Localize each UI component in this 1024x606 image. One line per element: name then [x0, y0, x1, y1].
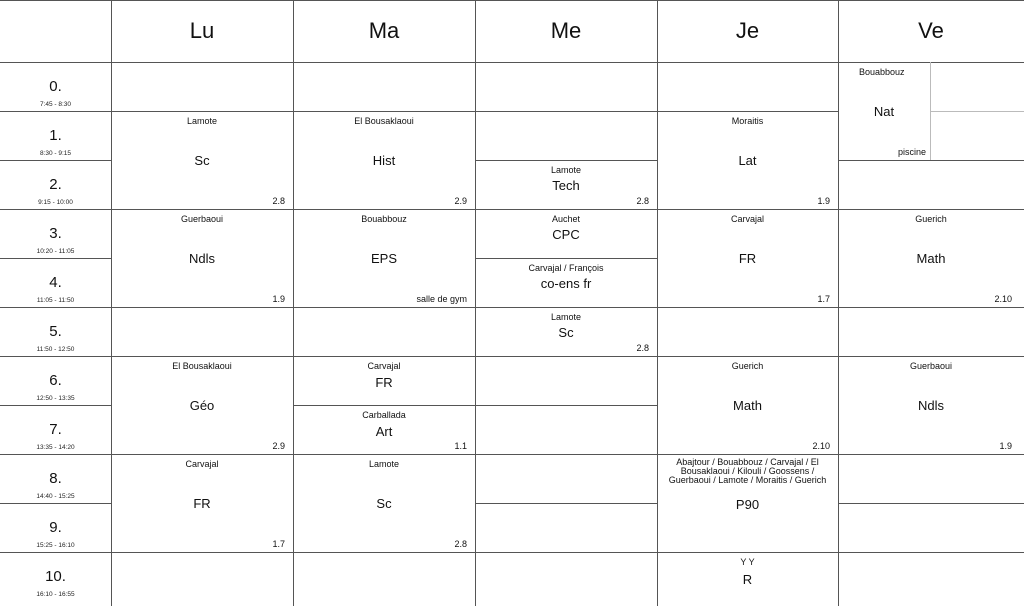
- period-number: 9.: [49, 519, 62, 536]
- day-header-lu: Lu: [189, 18, 215, 43]
- grid-line: [475, 0, 476, 606]
- period-8: [0, 454, 111, 503]
- lesson-subject: FR: [738, 251, 757, 266]
- lesson-room: 2.8: [636, 196, 649, 206]
- grid-line: [657, 209, 838, 210]
- grid-line: [657, 552, 838, 553]
- grid-line: [657, 111, 838, 112]
- lesson-room: 1.7: [817, 294, 830, 304]
- lesson-subject: Ndls: [917, 398, 944, 413]
- grid-line: [0, 503, 111, 504]
- lesson-ve-nat[interactable]: [838, 62, 930, 160]
- period-7: [0, 405, 111, 454]
- lesson-ma-eps[interactable]: [293, 209, 475, 307]
- period-number: 3.: [49, 225, 62, 242]
- period-0: [0, 62, 111, 111]
- grid-line: [111, 356, 293, 357]
- lesson-room: 2.9: [454, 196, 467, 206]
- lesson-subject: Nat: [873, 104, 895, 119]
- lesson-room: piscine: [897, 147, 926, 157]
- lesson-subject: Art: [375, 424, 393, 439]
- period-number: 0.: [49, 78, 62, 95]
- grid-line: [475, 454, 657, 455]
- grid-line: [0, 405, 111, 406]
- lesson-teacher: Moraitis: [731, 116, 764, 126]
- lesson-ve-ndls[interactable]: [838, 356, 1024, 454]
- grid-line: [475, 258, 657, 259]
- period-number: 5.: [49, 323, 62, 340]
- grid-line: [838, 454, 1024, 455]
- lesson-teacher: Carballada: [362, 410, 406, 420]
- grid-line: [838, 209, 1024, 210]
- lesson-je-math[interactable]: [657, 356, 838, 454]
- period-number: 1.: [49, 127, 62, 144]
- lesson-ma-hist[interactable]: [293, 111, 475, 209]
- day-header-ma: Ma: [368, 18, 400, 43]
- grid-line: [475, 503, 657, 504]
- lesson-subject: Math: [733, 398, 762, 413]
- period-time: 13:35 - 14:20: [36, 444, 75, 451]
- lesson-teacher: Carvajal / François: [528, 263, 604, 273]
- period-time: 11:05 - 11:50: [36, 297, 75, 304]
- grid-line: [111, 0, 112, 606]
- grid-line: [838, 356, 1024, 357]
- grid-line: [293, 209, 475, 210]
- lesson-ma-fr[interactable]: [293, 356, 475, 405]
- lesson-room: 1.9: [272, 294, 285, 304]
- grid-line: [111, 209, 293, 210]
- lesson-ve-math[interactable]: [838, 209, 1024, 307]
- grid-line: [838, 0, 839, 606]
- lesson-teacher: Carvajal: [730, 214, 764, 224]
- lesson-subject: CPC: [552, 227, 580, 242]
- lesson-subject: Sc: [194, 153, 210, 168]
- lesson-lu-fr[interactable]: [111, 454, 293, 552]
- period-number: 7.: [49, 421, 62, 438]
- lesson-teacher: El Bousaklaoui: [354, 116, 414, 126]
- lesson-subject: Math: [916, 251, 946, 266]
- grid-line: [475, 552, 657, 553]
- grid-line: [293, 356, 475, 357]
- period-number: 4.: [49, 274, 62, 291]
- period-number: 2.: [49, 176, 62, 193]
- grid-line: [293, 552, 475, 553]
- grid-line: [0, 307, 111, 308]
- day-header-ve: Ve: [918, 18, 944, 43]
- grid-line: [0, 0, 1024, 1]
- lesson-subject: Géo: [189, 398, 215, 413]
- grid-line: [838, 552, 1024, 553]
- period-number: 8.: [49, 470, 62, 487]
- grid-line: [930, 111, 1024, 112]
- period-6: [0, 356, 111, 405]
- lesson-teacher: Lamote: [186, 116, 218, 126]
- lesson-me-cpc[interactable]: [475, 209, 657, 258]
- period-time: 8:30 - 9:15: [39, 150, 72, 157]
- lesson-ma-art[interactable]: [293, 405, 475, 454]
- lesson-je-lat[interactable]: [657, 111, 838, 209]
- grid-line: [475, 356, 657, 357]
- period-time: 7:45 - 8:30: [39, 101, 72, 108]
- lesson-je-p90[interactable]: [657, 454, 838, 552]
- lesson-subject: EPS: [370, 251, 397, 266]
- period-3: [0, 209, 111, 258]
- grid-line: [293, 0, 294, 606]
- lesson-teacher: Bouabbouz: [859, 67, 905, 77]
- lesson-teacher: Carvajal: [185, 459, 219, 469]
- period-time: 16:10 - 16:55: [36, 591, 75, 598]
- grid-line: [111, 307, 293, 308]
- lesson-teacher: Abajtour / Bouabbouz / Carvajal / El Bousaklaoui / Kilouli / Goossens / Guerbaoui / Lamote / Moraitis / Guerich: [668, 457, 827, 485]
- lesson-subject: Sc: [558, 325, 574, 340]
- lesson-subject: co-ens fr: [540, 276, 592, 291]
- period-2: [0, 160, 111, 209]
- day-header-me: Me: [550, 18, 582, 43]
- lesson-lu-sc[interactable]: [111, 111, 293, 209]
- grid-line: [0, 258, 111, 259]
- grid-line: [838, 503, 1024, 504]
- grid-line: [0, 62, 1024, 63]
- grid-line: [475, 307, 657, 308]
- lesson-room: 2.9: [272, 441, 285, 451]
- period-number: 6.: [49, 372, 62, 389]
- grid-line: [0, 454, 111, 455]
- grid-line: [0, 356, 111, 357]
- lesson-teacher: Y Y: [740, 557, 755, 567]
- period-1: [0, 111, 111, 160]
- grid-line: [293, 111, 475, 112]
- grid-line: [111, 454, 293, 455]
- lesson-lu-ndls[interactable]: [111, 209, 293, 307]
- grid-line: [293, 454, 475, 455]
- period-9: [0, 503, 111, 552]
- grid-line: [293, 307, 475, 308]
- lesson-je-fr[interactable]: [657, 209, 838, 307]
- lesson-subject: Lat: [738, 153, 757, 168]
- lesson-teacher: Bouabbouz: [361, 214, 407, 224]
- lesson-teacher: Auchet: [551, 214, 581, 224]
- lesson-room: 2.10: [812, 441, 830, 451]
- lesson-subject: Tech: [552, 178, 580, 193]
- lesson-ma-sc[interactable]: [293, 454, 475, 552]
- lesson-teacher: Carvajal: [367, 361, 401, 371]
- grid-line: [111, 552, 293, 553]
- period-time: 10:20 - 11:05: [36, 248, 75, 255]
- lesson-subject: Hist: [372, 153, 396, 168]
- lesson-room: salle de gym: [416, 294, 467, 304]
- grid-line: [0, 209, 111, 210]
- lesson-me-sc[interactable]: [475, 307, 657, 356]
- lesson-teacher: Guerich: [731, 361, 764, 371]
- lesson-teacher: Guerbaoui: [909, 361, 953, 371]
- lesson-me-coens[interactable]: [475, 258, 657, 307]
- period-10: [0, 552, 111, 606]
- grid-line: [657, 0, 658, 606]
- lesson-teacher: Guerich: [915, 214, 947, 224]
- period-time: 9:15 - 10:00: [38, 199, 73, 206]
- period-time: 15:25 - 16:10: [36, 542, 75, 549]
- lesson-teacher: Lamote: [550, 312, 582, 322]
- lesson-room: 1.1: [454, 441, 467, 451]
- lesson-room: 1.7: [272, 539, 285, 549]
- grid-line: [0, 160, 111, 161]
- period-4: [0, 258, 111, 307]
- grid-line: [838, 160, 1024, 161]
- grid-line: [0, 111, 111, 112]
- grid-line: [657, 356, 838, 357]
- lesson-me-tech[interactable]: [475, 160, 657, 209]
- lesson-subject: P90: [735, 497, 760, 512]
- lesson-subject: Sc: [376, 496, 392, 511]
- lesson-teacher: El Bousaklaoui: [172, 361, 232, 371]
- grid-line: [0, 552, 111, 553]
- grid-line: [475, 405, 657, 406]
- lesson-room: 1.9: [817, 196, 830, 206]
- lesson-je-r[interactable]: [657, 552, 838, 606]
- period-number: 10.: [45, 568, 66, 585]
- lesson-lu-geo[interactable]: [111, 356, 293, 454]
- grid-line: [838, 307, 1024, 308]
- period-time: 12:50 - 13:35: [36, 395, 75, 402]
- lesson-subject: FR: [375, 375, 393, 390]
- grid-line: [475, 209, 657, 210]
- lesson-room: 2.8: [272, 196, 285, 206]
- lesson-teacher: Guerbaoui: [180, 214, 224, 224]
- grid-line: [657, 454, 838, 455]
- lesson-room: 1.9: [999, 441, 1012, 451]
- lesson-room: 2.8: [454, 539, 467, 549]
- lesson-subject: FR: [193, 496, 211, 511]
- lesson-teacher: Lamote: [368, 459, 400, 469]
- lesson-room: 2.10: [994, 294, 1012, 304]
- lesson-room: 2.8: [636, 343, 649, 353]
- grid-line: [293, 405, 475, 406]
- grid-line: [111, 111, 293, 112]
- period-5: [0, 307, 111, 356]
- grid-line: [657, 307, 838, 308]
- lesson-subject: R: [742, 572, 753, 587]
- lesson-teacher: Lamote: [550, 165, 582, 175]
- day-header-je: Je: [735, 18, 760, 43]
- period-time: 14:40 - 15:25: [36, 493, 75, 500]
- grid-line: [475, 160, 657, 161]
- period-time: 11:50 - 12:50: [36, 346, 75, 353]
- grid-line: [475, 111, 657, 112]
- lesson-subject: Ndls: [188, 251, 215, 266]
